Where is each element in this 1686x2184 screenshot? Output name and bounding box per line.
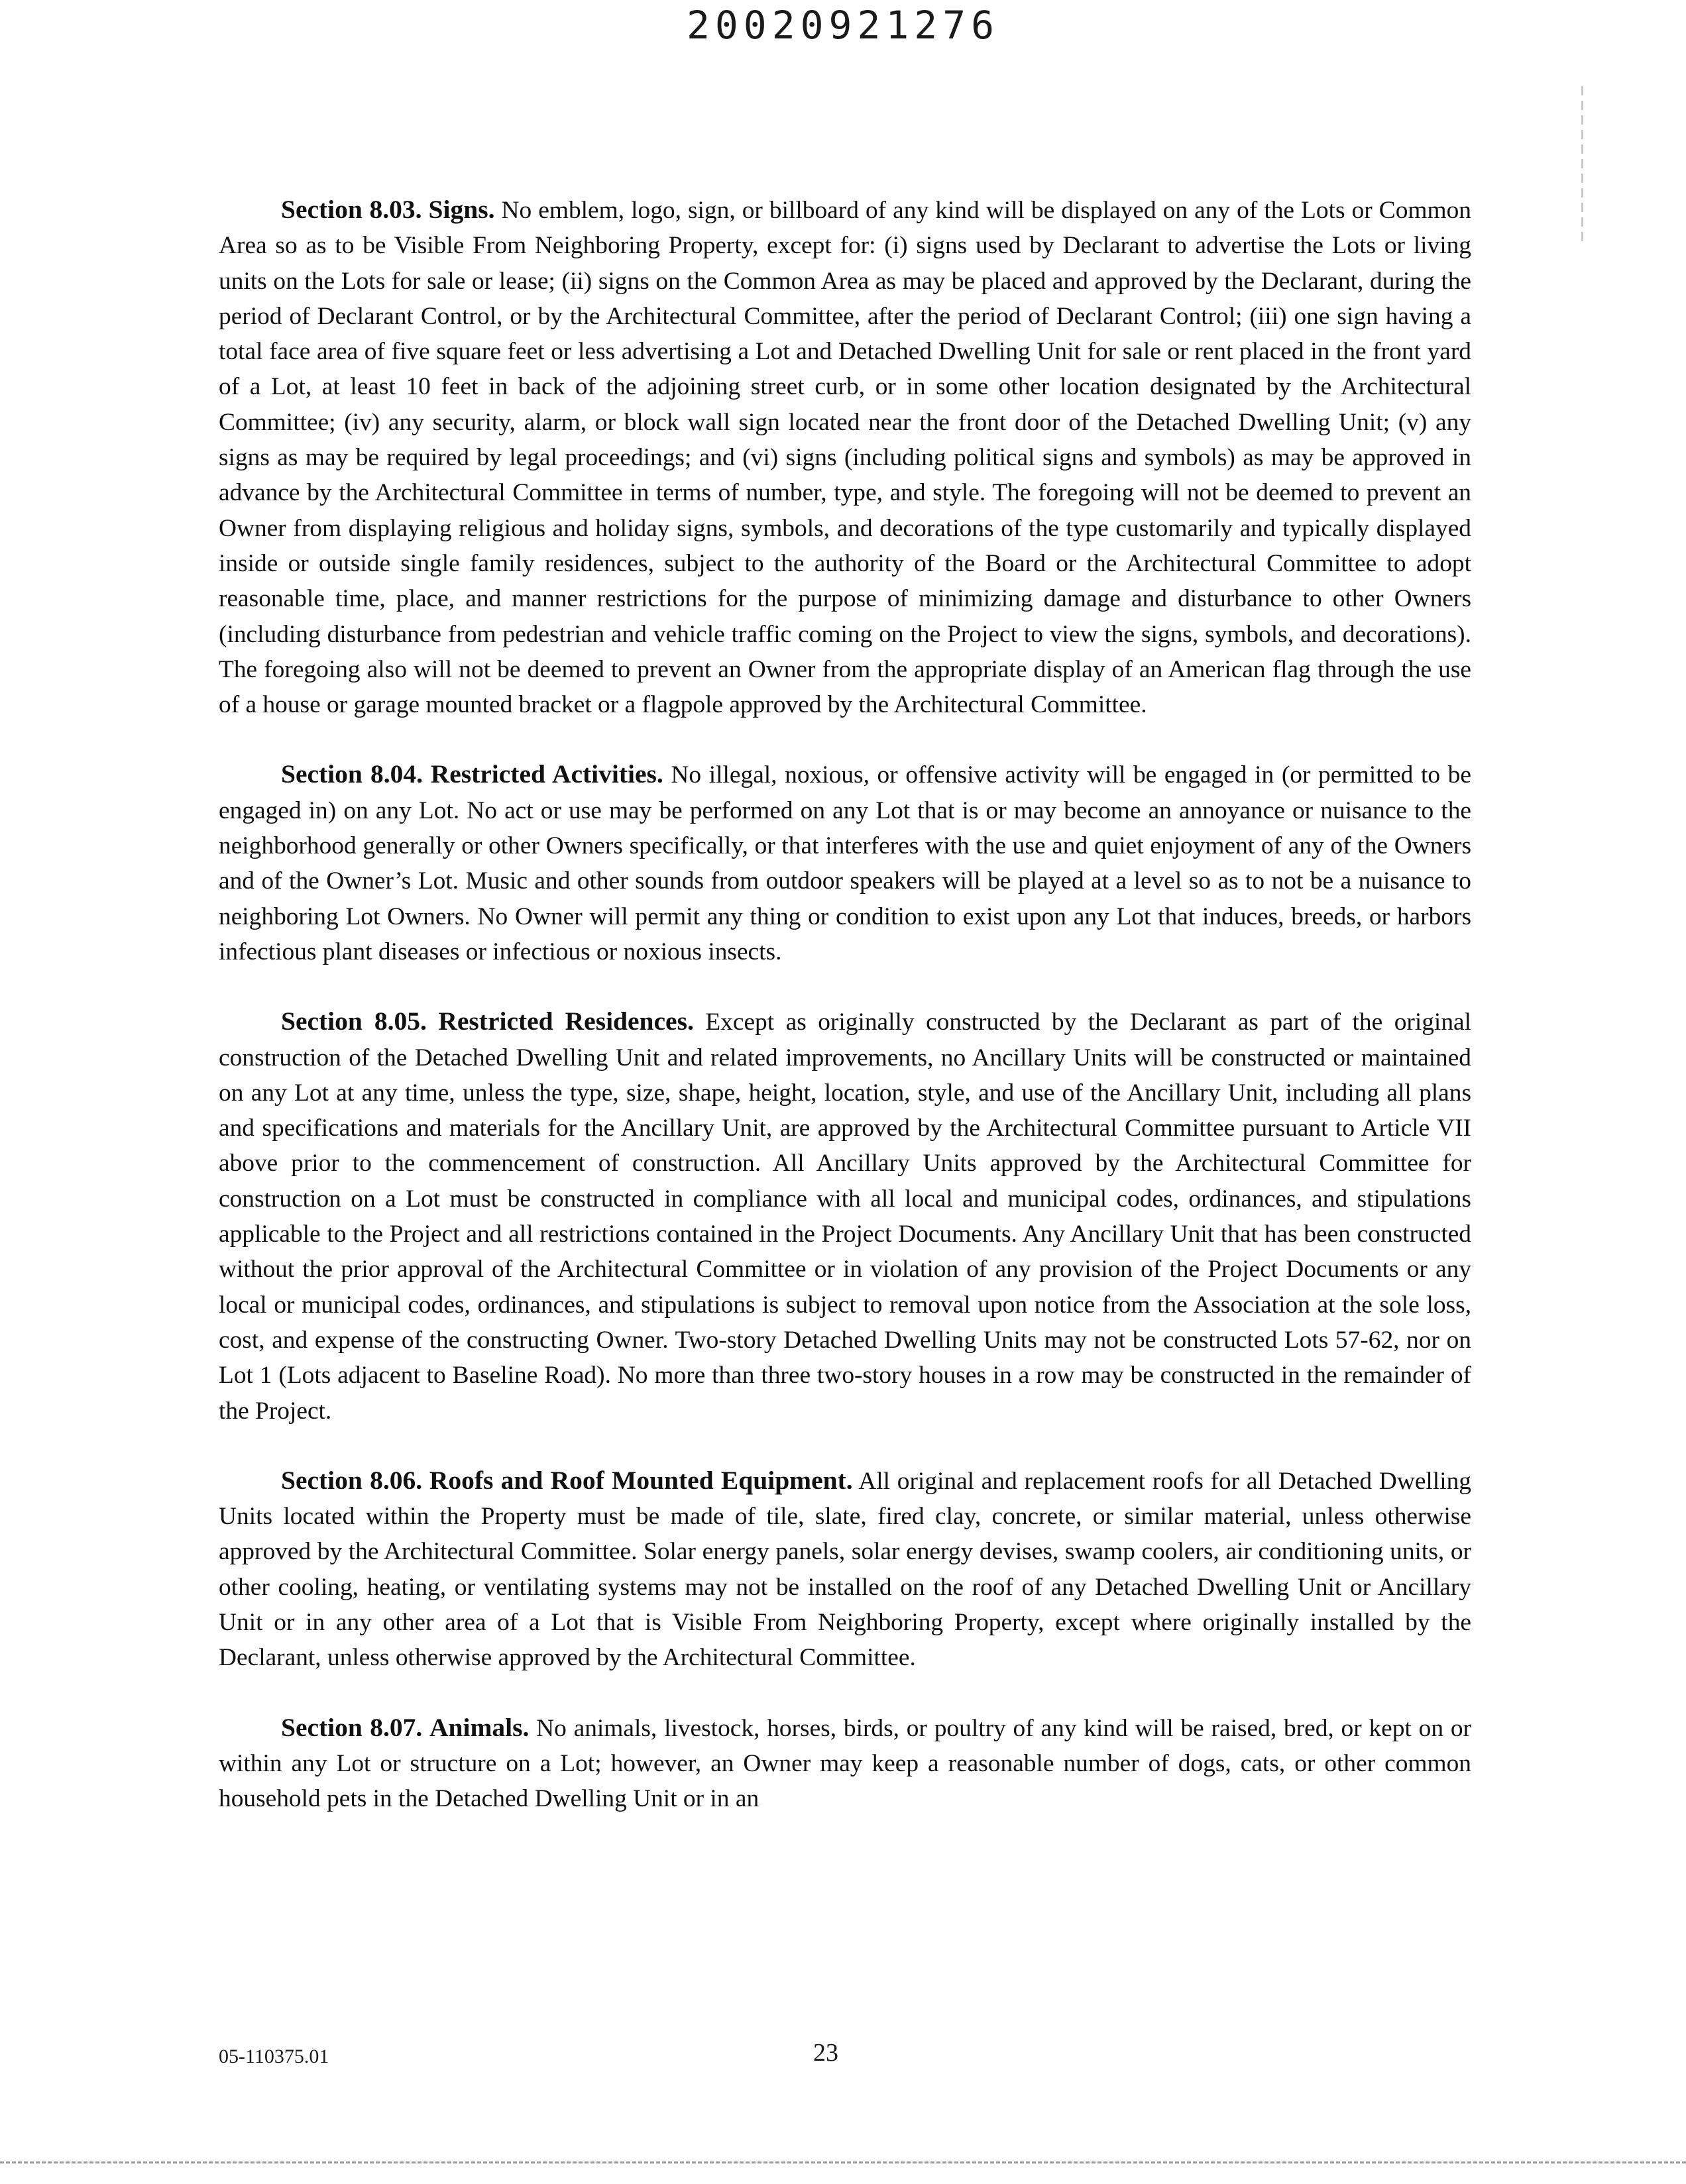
- footer-document-number: 05-110375.01: [219, 2046, 329, 2067]
- footer-page-number: 23: [813, 2039, 838, 2067]
- section-text: No emblem, logo, sign, or billboard of any kind will be displayed on any of the Lots or Common Area so as to be Visible From Neighboring Property, except for: (i) signs used by Declarant to advertise the Lots or living units on the Lots for sale or lease; (ii) signs on the Common Area as may be placed and approved by the Declarant, during the period of Declarant Control, or by the Architectural Committee, after the period of Declarant Control; (iii) one sign having a total face area of five square feet or less advertising a Lot and Detached Dwelling Unit for sale or rent placed in the front yard of a Lot, at least 10 feet in back of the adjoining street curb, or in some other location designated by the Architectural Committee; (iv) any security, alarm, or block wall sign located near the front door of the Detached Dwelling Unit; (v) any signs as may be required by legal proceedings; and (vi) signs (including political signs and symbols) as may be approved in advance by the Architectural Committee in terms of number, type, and style. The foregoing will not be deemed to prevent an Owner from displaying religious and holiday signs, symbols, and decorations of the type customarily and typically displayed inside or outside single family residences, subject to the authority of the Board or the Architectural Committee to adopt reasonable time, place, and manner restrictions for the purpose of minimizing damage and disturbance to other Owners (including disturbance from pedestrian and vehicle traffic coming on the Project to view the signs, symbols, and decorations). The foregoing also will not be deemed to prevent an Owner from the appropriate display of an American flag through the use of a house or garage mounted bracket or a flagpole approved by the Architectural Committee.: [219, 197, 1471, 719]
- section-text: Except as originally constructed by the Declarant as part of the original construction of the Detached Dwelling Unit and related improvements, no Ancillary Units will be constructed or maintained on any Lot at any time, unless the type, size, shape, height, location, style, and use of the Ancillary Unit, including all plans and specifications and materials for the Ancillary Unit, are approved by the Architectural Committee pursuant to Article VII above prior to the commencement of construction. All Ancillary Units approved by the Architectural Committee for construction on a Lot must be constructed in compliance with all local and municipal codes, ordinances, and stipulations applicable to the Project and all restrictions contained in the Project Documents. Any Ancillary Unit that has been constructed without the prior approval of the Architectural Committee or in violation of any provision of the Project Documents or any local or municipal codes, ordinances, and stipulations is subject to removal upon notice from the Association at the sole loss, cost, and expense of the constructing Owner. Two-story Detached Dwelling Units may not be constructed Lots 57-62, nor on Lot 1 (Lots adjacent to Baseline Road). No more than three two-story houses in a row may be constructed in the remainder of the Project.: [219, 1009, 1471, 1425]
- section-title: Restricted Activities.: [430, 759, 663, 789]
- section-8-07: [219, 1710, 1471, 1817]
- section-number: Section 8.03.: [281, 195, 422, 224]
- section-title: Roofs and Roof Mounted Equipment.: [429, 1465, 853, 1495]
- section-text: No animals, livestock, horses, birds, or poultry of any kind will be raised, bred, or kept on or within any Lot or structure on a Lot; however, an Owner may keep a reasonable number of dogs, cats, or other common household pets in the Detached Dwelling Unit or in an: [219, 1714, 1471, 1813]
- document-body: [219, 192, 1471, 1851]
- section-8-06: [219, 1463, 1471, 1676]
- section-8-05: [219, 1004, 1471, 1429]
- section-title: Signs.: [428, 195, 495, 224]
- section-number: Section 8.07.: [281, 1712, 423, 1742]
- section-title: Animals.: [429, 1712, 530, 1742]
- section-number: Section 8.05.: [281, 1007, 427, 1036]
- recording-number: 20020921276: [686, 3, 1000, 48]
- section-number: Section 8.04.: [281, 759, 423, 789]
- section-title: Restricted Residences.: [438, 1007, 694, 1036]
- section-8-04: [219, 757, 1471, 969]
- scan-edge-divider: [0, 2161, 1686, 2163]
- section-number: Section 8.06.: [281, 1465, 423, 1495]
- section-8-03: [219, 192, 1471, 722]
- section-text: No illegal, noxious, or offensive activity will be engaged in (or permitted to be engaged in) on any Lot. No act or use may be performed on any Lot that is or may become an annoyance or nuisance to the neighborhood generally or other Owners specifically, or that interferes with the use and quiet enjoyment of any of the Owners and of the Owner’s Lot. Music and other sounds from outdoor speakers will be played at a level so as to not be a nuisance to neighboring Lot Owners. No Owner will permit any thing or condition to exist upon any Lot that induces, breeds, or harbors infectious plant diseases or infectious or noxious insects.: [219, 761, 1471, 965]
- section-text: All original and replacement roofs for all Detached Dwelling Units located within the Property must be made of tile, slate, fired clay, concrete, or similar material, unless otherwise approved by the Architectural Committee. Solar energy panels, solar energy devises, swamp coolers, air conditioning units, or other cooling, heating, or ventilating systems may not be installed on the roof of any Detached Dwelling Unit or Ancillary Unit or in any other area of a Lot that is Visible From Neighboring Property, except where originally installed by the Declarant, unless otherwise approved by the Architectural Committee.: [219, 1467, 1471, 1672]
- margin-stamp-mark: [1576, 86, 1591, 285]
